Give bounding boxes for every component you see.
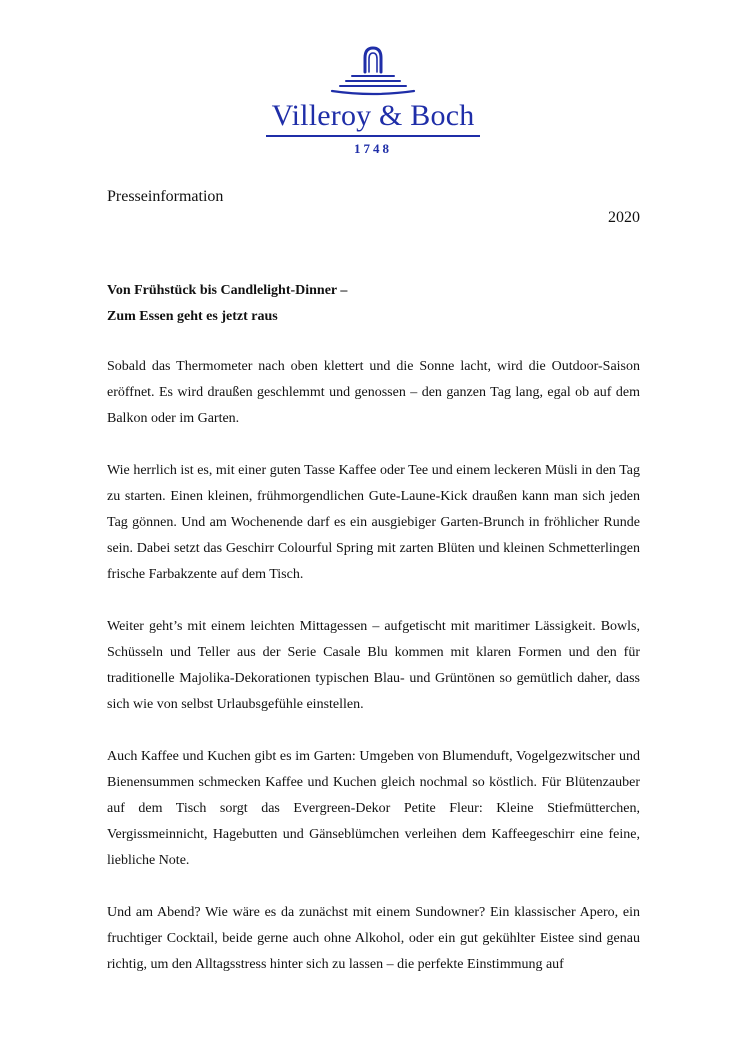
paragraph: Und am Abend? Wie wäre es da zunächst mit einem Sundowner? Ein klassischer Apero, ein fruchtiger Cocktail, beide gerne auch ohne Alkohol, oder ein gut gekühlter Eistee sind genau richtig, um den Alltagsstress hinter sich zu lassen – die perfekte Einstimmung auf: [107, 905, 640, 972]
paragraph: Wie herrlich ist es, mit einer guten Tasse Kaffee oder Tee und einem leckeren Müsli in den Tag zu starten. Einen kleinen, frühmorgendlichen Gute-Laune-Kick draußen kann man sich jeden Tag gönnen. Und am Wochenende darf es ein ausgiebiger Garten-Brunch in fröhlicher Runde sein. Dabei setzt das Geschirr Colourful Spring mit zarten Blüten und kleinen Schmetterlingen frische Farbakzente auf dem Tisch.: [107, 463, 640, 582]
paragraph: Auch Kaffee und Kuchen gibt es im Garten: Umgeben von Blumenduft, Vogelgezwitscher und Bienensummen schmecken Kaffee und Kuchen gleich nochmal so köstlich. Für Blütenzauber auf dem Tisch sorgt das Evergreen-Dekor Petite Fleur: Kleine Stiefmütterchen, Vergissmeinnicht, Hagebutten und Gänseblümchen verleihen dem Kaffeegeschirr eine feine, liebliche Note.: [107, 749, 640, 868]
fountain-logo-icon: [262, 44, 484, 100]
document-type: Presseinformation: [107, 188, 224, 205]
headline-line-2: Zum Essen geht es jetzt raus: [107, 309, 278, 324]
document-year: 2020: [608, 209, 640, 226]
headline: [107, 278, 640, 330]
paragraph: Weiter geht’s mit einem leichten Mittagessen – aufgetischt mit maritimer Lässigkeit. Bowls, Schüsseln und Teller aus der Serie Casale Blu kommen mit klaren Formen und den für traditionelle Majolika-Dekorationen typischen Blau- und Grüntönen so gemütlich daher, dass sich wie von selbst Urlaubsgefühle einstellen.: [107, 619, 640, 712]
brand-year: 1748: [354, 141, 392, 156]
brand-underline: [266, 135, 480, 137]
body-text: [107, 354, 640, 1004]
brand-name: Villeroy & Boch: [271, 99, 475, 132]
brand-logo: [262, 44, 484, 162]
headline-line-1: Von Frühstück bis Candlelight-Dinner –: [107, 283, 348, 298]
paragraph: Sobald das Thermometer nach oben klettert und die Sonne lacht, wird die Outdoor-Saison eröffnet. Es wird draußen geschlemmt und genossen – den ganzen Tag lang, egal ob auf dem Balkon oder im Garten.: [107, 359, 640, 426]
